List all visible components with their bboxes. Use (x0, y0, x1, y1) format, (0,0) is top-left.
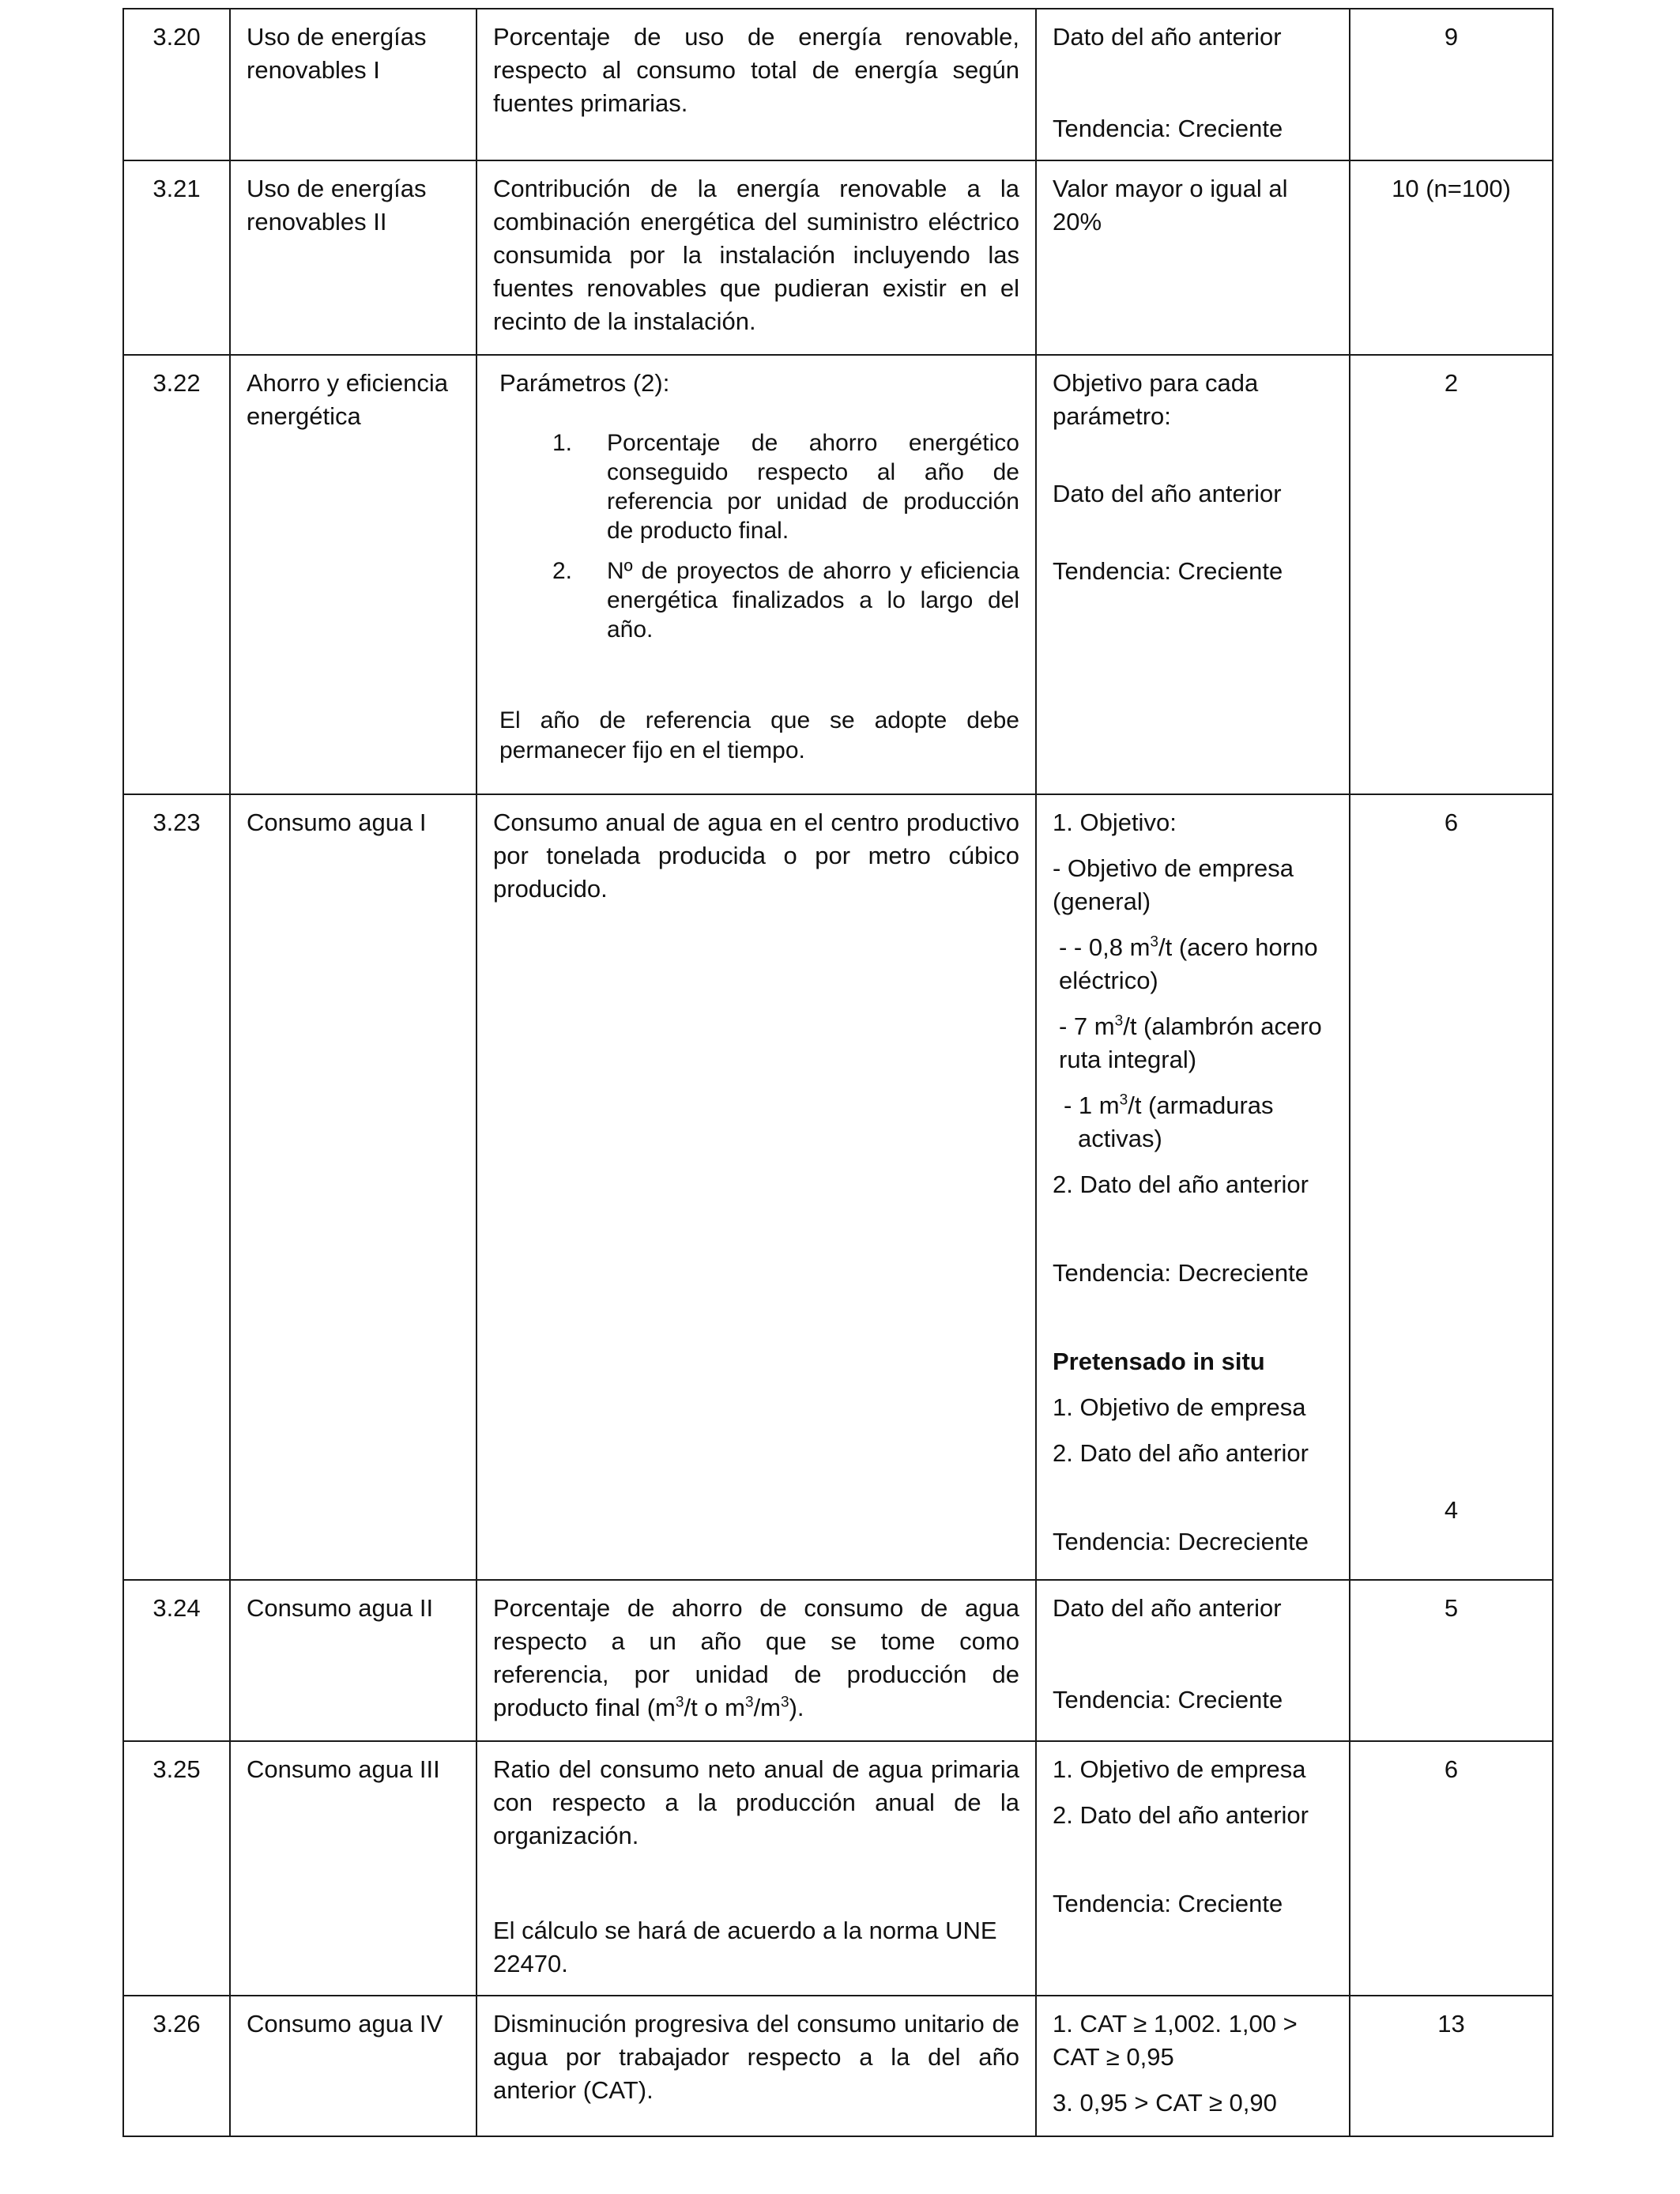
list-number: 1. (552, 430, 572, 456)
description-text: ). (789, 1694, 804, 1721)
table-row (123, 355, 1553, 794)
indicator-objective (1036, 794, 1350, 1580)
indicator-name: Consumo agua I (230, 794, 477, 1580)
description-text: Porcentaje de ahorro de consumo de agua respecto a un año que se tome como referencia, por unidad de producción de producto final (m (493, 1594, 1019, 1721)
params-list (499, 428, 1019, 644)
indicator-name: Consumo agua II (230, 1580, 477, 1741)
objective-line: 1. Objetivo de empresa (1053, 1393, 1306, 1421)
spacer (1053, 1832, 1333, 1887)
table-row (123, 1996, 1553, 2136)
indicator-id: 3.24 (123, 1580, 230, 1741)
objective-line: 2. Dato del año anterior (1053, 1439, 1309, 1467)
objective-line: Objetivo para cada parámetro: (1053, 369, 1259, 430)
objective-text: activas) (1078, 1125, 1162, 1152)
indicator-name: Uso de energías renovables II (230, 160, 477, 355)
params-note: El año de referencia que se adopte debe permanecer fijo en el tiempo. (499, 707, 1019, 763)
objective-line: Tendencia: Creciente (1053, 115, 1283, 142)
table-row (123, 1741, 1553, 1996)
objective-line: 3. 0,95 > CAT ≥ 0,90 (1053, 2089, 1277, 2117)
list-text: Porcentaje de ahorro energético conseguido respecto al año de referencia por unidad de producción de producto final. (607, 430, 1019, 544)
spacer (1053, 1290, 1333, 1345)
objective-line: Dato del año anterior (1053, 1594, 1282, 1622)
indicator-description (477, 1580, 1036, 1741)
indicator-name: Consumo agua IV (230, 1996, 477, 2136)
objective-text: - - 0,8 m (1059, 933, 1151, 961)
superscript: 3 (1114, 1012, 1124, 1030)
indicator-objective (1036, 1580, 1350, 1741)
indicator-description: Porcentaje de uso de energía renovable, respecto al consumo total de energía según fuentes primarias. (477, 9, 1036, 160)
indicator-objective (1036, 9, 1350, 160)
spacer (1053, 433, 1333, 477)
indicator-objective (1036, 355, 1350, 794)
description-note: El cálculo se hará de acuerdo a la norma UNE 22470. (493, 1917, 997, 1977)
indicators-table (122, 8, 1554, 2137)
spacer (499, 655, 1019, 706)
spacer (493, 1853, 1019, 1914)
indicator-objective (1036, 1741, 1350, 1996)
objective-text: /t (acero horno eléctrico) (1059, 933, 1318, 994)
indicator-description (477, 355, 1036, 794)
objective-text: - 1 m (1064, 1091, 1120, 1119)
indicator-description (477, 1741, 1036, 1996)
indicator-name: Consumo agua III (230, 1741, 477, 1996)
list-text: Nº de proyectos de ahorro y eficiencia energética finalizados a lo largo del año. (607, 558, 1019, 643)
superscript: 3 (675, 1694, 684, 1711)
superscript: 3 (781, 1694, 789, 1711)
superscript: 3 (744, 1694, 754, 1711)
indicator-id: 3.20 (123, 9, 230, 160)
objective-line: 1. CAT ≥ 1,002. 1,00 > CAT ≥ 0,95 (1053, 2010, 1298, 2071)
objective-text: /t (alambrón acero ruta integral) (1059, 1012, 1322, 1073)
list-number: 2. (552, 558, 572, 584)
spacer (1053, 511, 1333, 555)
indicator-description: Contribución de la energía renovable a la combinación energética del suministro eléctrico consumida por la instalación incluyendo las fuentes renovables que pudieran existir en el recinto de la instalación. (477, 160, 1036, 355)
table-row (123, 1580, 1553, 1741)
objective-line (1053, 931, 1333, 997)
spacer (1053, 54, 1333, 112)
superscript: 3 (1119, 1091, 1128, 1109)
params-intro: Parámetros (2): (499, 369, 670, 397)
objective-line: Tendencia: Decreciente (1053, 1528, 1309, 1555)
score-value: 4 (1444, 1496, 1459, 1524)
objective-line: 1. Objetivo de empresa (1053, 1755, 1306, 1783)
objective-heading (1053, 1345, 1333, 1378)
objective-line: Tendencia: Creciente (1053, 557, 1283, 585)
objective-line: - Objetivo de empresa (general) (1053, 854, 1294, 915)
indicator-id: 3.25 (123, 1741, 230, 1996)
spacer (1053, 1625, 1333, 1683)
table-row (123, 160, 1553, 355)
indicator-score (1350, 794, 1553, 1580)
indicator-objective: Valor mayor o igual al 20% (1036, 160, 1350, 355)
objective-line: 2. Dato del año anterior (1053, 1801, 1309, 1829)
indicator-id: 3.22 (123, 355, 230, 794)
objective-line: Dato del año anterior (1053, 23, 1282, 51)
indicator-score: 9 (1350, 9, 1553, 160)
indicator-name: Ahorro y eficiencia energética (230, 355, 477, 794)
objective-line: Tendencia: Creciente (1053, 1686, 1283, 1713)
objective-line (1053, 1089, 1333, 1155)
description-text: /m (753, 1694, 781, 1721)
indicator-description: Consumo anual de agua en el centro productivo por tonelada producida o por metro cúbico producido. (477, 794, 1036, 1580)
objective-text: /t (armaduras (1128, 1091, 1274, 1119)
description-text: Ratio del consumo neto anual de agua primaria con respecto a la producción anual de la organización. (493, 1755, 1019, 1849)
objective-line: Tendencia: Decreciente (1053, 1259, 1309, 1287)
table-row (123, 794, 1553, 1580)
objective-line (1053, 1010, 1333, 1076)
objective-line: Dato del año anterior (1053, 480, 1282, 507)
bold-text: Pretensado in situ (1053, 1348, 1265, 1375)
objective-line: 1. Objetivo: (1053, 809, 1177, 836)
indicator-id: 3.21 (123, 160, 230, 355)
list-item (499, 556, 1019, 644)
superscript: 3 (1150, 933, 1158, 951)
indicator-score: 5 (1350, 1580, 1553, 1741)
objective-text: - 7 m (1059, 1012, 1115, 1040)
indicator-name: Uso de energías renovables I (230, 9, 477, 160)
indicator-score: 6 (1350, 1741, 1553, 1996)
objective-line: Tendencia: Creciente (1053, 1890, 1283, 1917)
spacer (1053, 1470, 1333, 1525)
table-row (123, 9, 1553, 160)
spacer (1053, 1201, 1333, 1257)
indicator-id: 3.23 (123, 794, 230, 1580)
score-value: 6 (1444, 809, 1459, 836)
indicator-description: Disminución progresiva del consumo unitario de agua por trabajador respecto a la del año anterior (CAT). (477, 1996, 1036, 2136)
indicator-score: 2 (1350, 355, 1553, 794)
indicator-score: 13 (1350, 1996, 1553, 2136)
indicator-objective (1036, 1996, 1350, 2136)
indicator-score: 10 (n=100) (1350, 160, 1553, 355)
list-item (499, 428, 1019, 545)
indicator-id: 3.26 (123, 1996, 230, 2136)
description-text: /t o m (684, 1694, 745, 1721)
objective-line: 2. Dato del año anterior (1053, 1171, 1309, 1198)
